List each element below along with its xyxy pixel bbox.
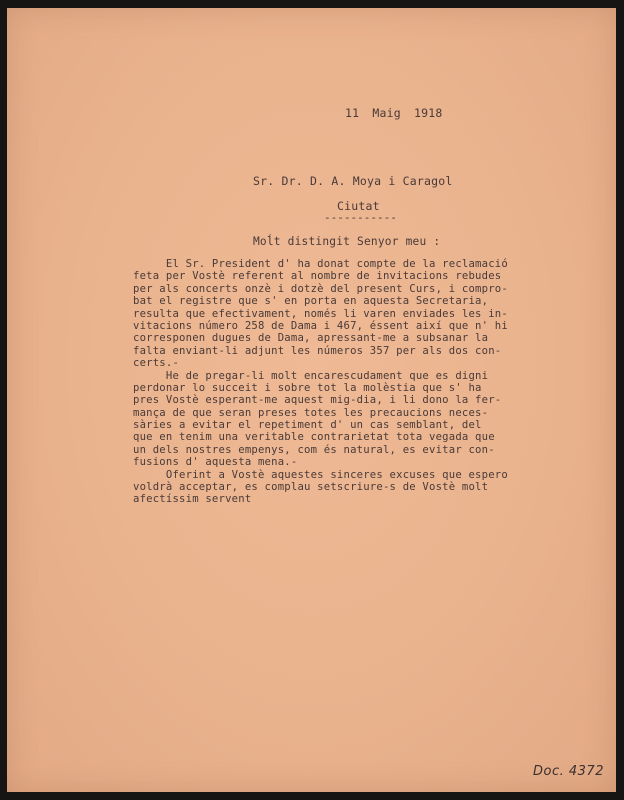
body-line: que en tenim una veritable contrarietat tota vegada que	[133, 431, 495, 444]
body-line: voldrà acceptar, es complau setscriure-s de Vostè molt	[133, 481, 489, 494]
underline-rule: -----------	[324, 211, 397, 224]
recipient-name: Sr. Dr. D. A. Moya i Caragol	[253, 174, 453, 188]
body-line: vitacions número 258 de Dama i 467, éssent així que n' hi	[133, 319, 508, 332]
body-line: afectíssim servent	[133, 493, 252, 506]
letter-date: 11 Maig 1918	[345, 106, 443, 120]
archive-number: Doc. 4372	[533, 764, 604, 779]
body-line: perdonar lo succeit i sobre tot la molèstia que s' ha	[133, 381, 482, 394]
body-line: certs.-	[133, 357, 180, 370]
body-line: pres Vostè esperant-me aquest mig-dia, i li dono la fer-	[133, 394, 502, 407]
body-line: fusions d' aquesta mena.-	[133, 456, 298, 469]
body-line: feta per Vostè referent al nombre de invitacions rebudes	[133, 270, 502, 283]
letter-body	[133, 258, 508, 506]
salutation: Moĺt distingit Senyor meu :	[253, 235, 441, 248]
body-line: mança de que seran preses totes les precaucions neces-	[133, 406, 489, 419]
recipient-city: Ciutat	[337, 199, 380, 213]
body-line: El Sr. President d' ha donat compte de la reclamació	[133, 258, 508, 270]
body-line: resulta que efectivament, només li varen enviades les in-	[133, 307, 508, 320]
body-line: bat el registre que s' en porta en aquesta Secretaria,	[133, 295, 489, 308]
body-line: Oferint a Vostè aquestes sinceres excuses que espero	[133, 468, 508, 481]
body-line: corresponen dugues de Dama, apressant-me a subsanar la	[133, 332, 489, 345]
body-line: per als concerts onzè i dotzè del present Curs, i compro-	[133, 282, 508, 295]
body-line: falta enviant-li adjunt les números 357 per als dos con-	[133, 344, 502, 357]
body-line: sàries a evitar el repetiment d' un cas semblant, del	[133, 419, 482, 432]
body-line: He de pregar-li molt encarescudament que es digni	[133, 369, 489, 382]
body-line: un dels nostres empenys, com és natural, es evitar con-	[133, 443, 495, 456]
